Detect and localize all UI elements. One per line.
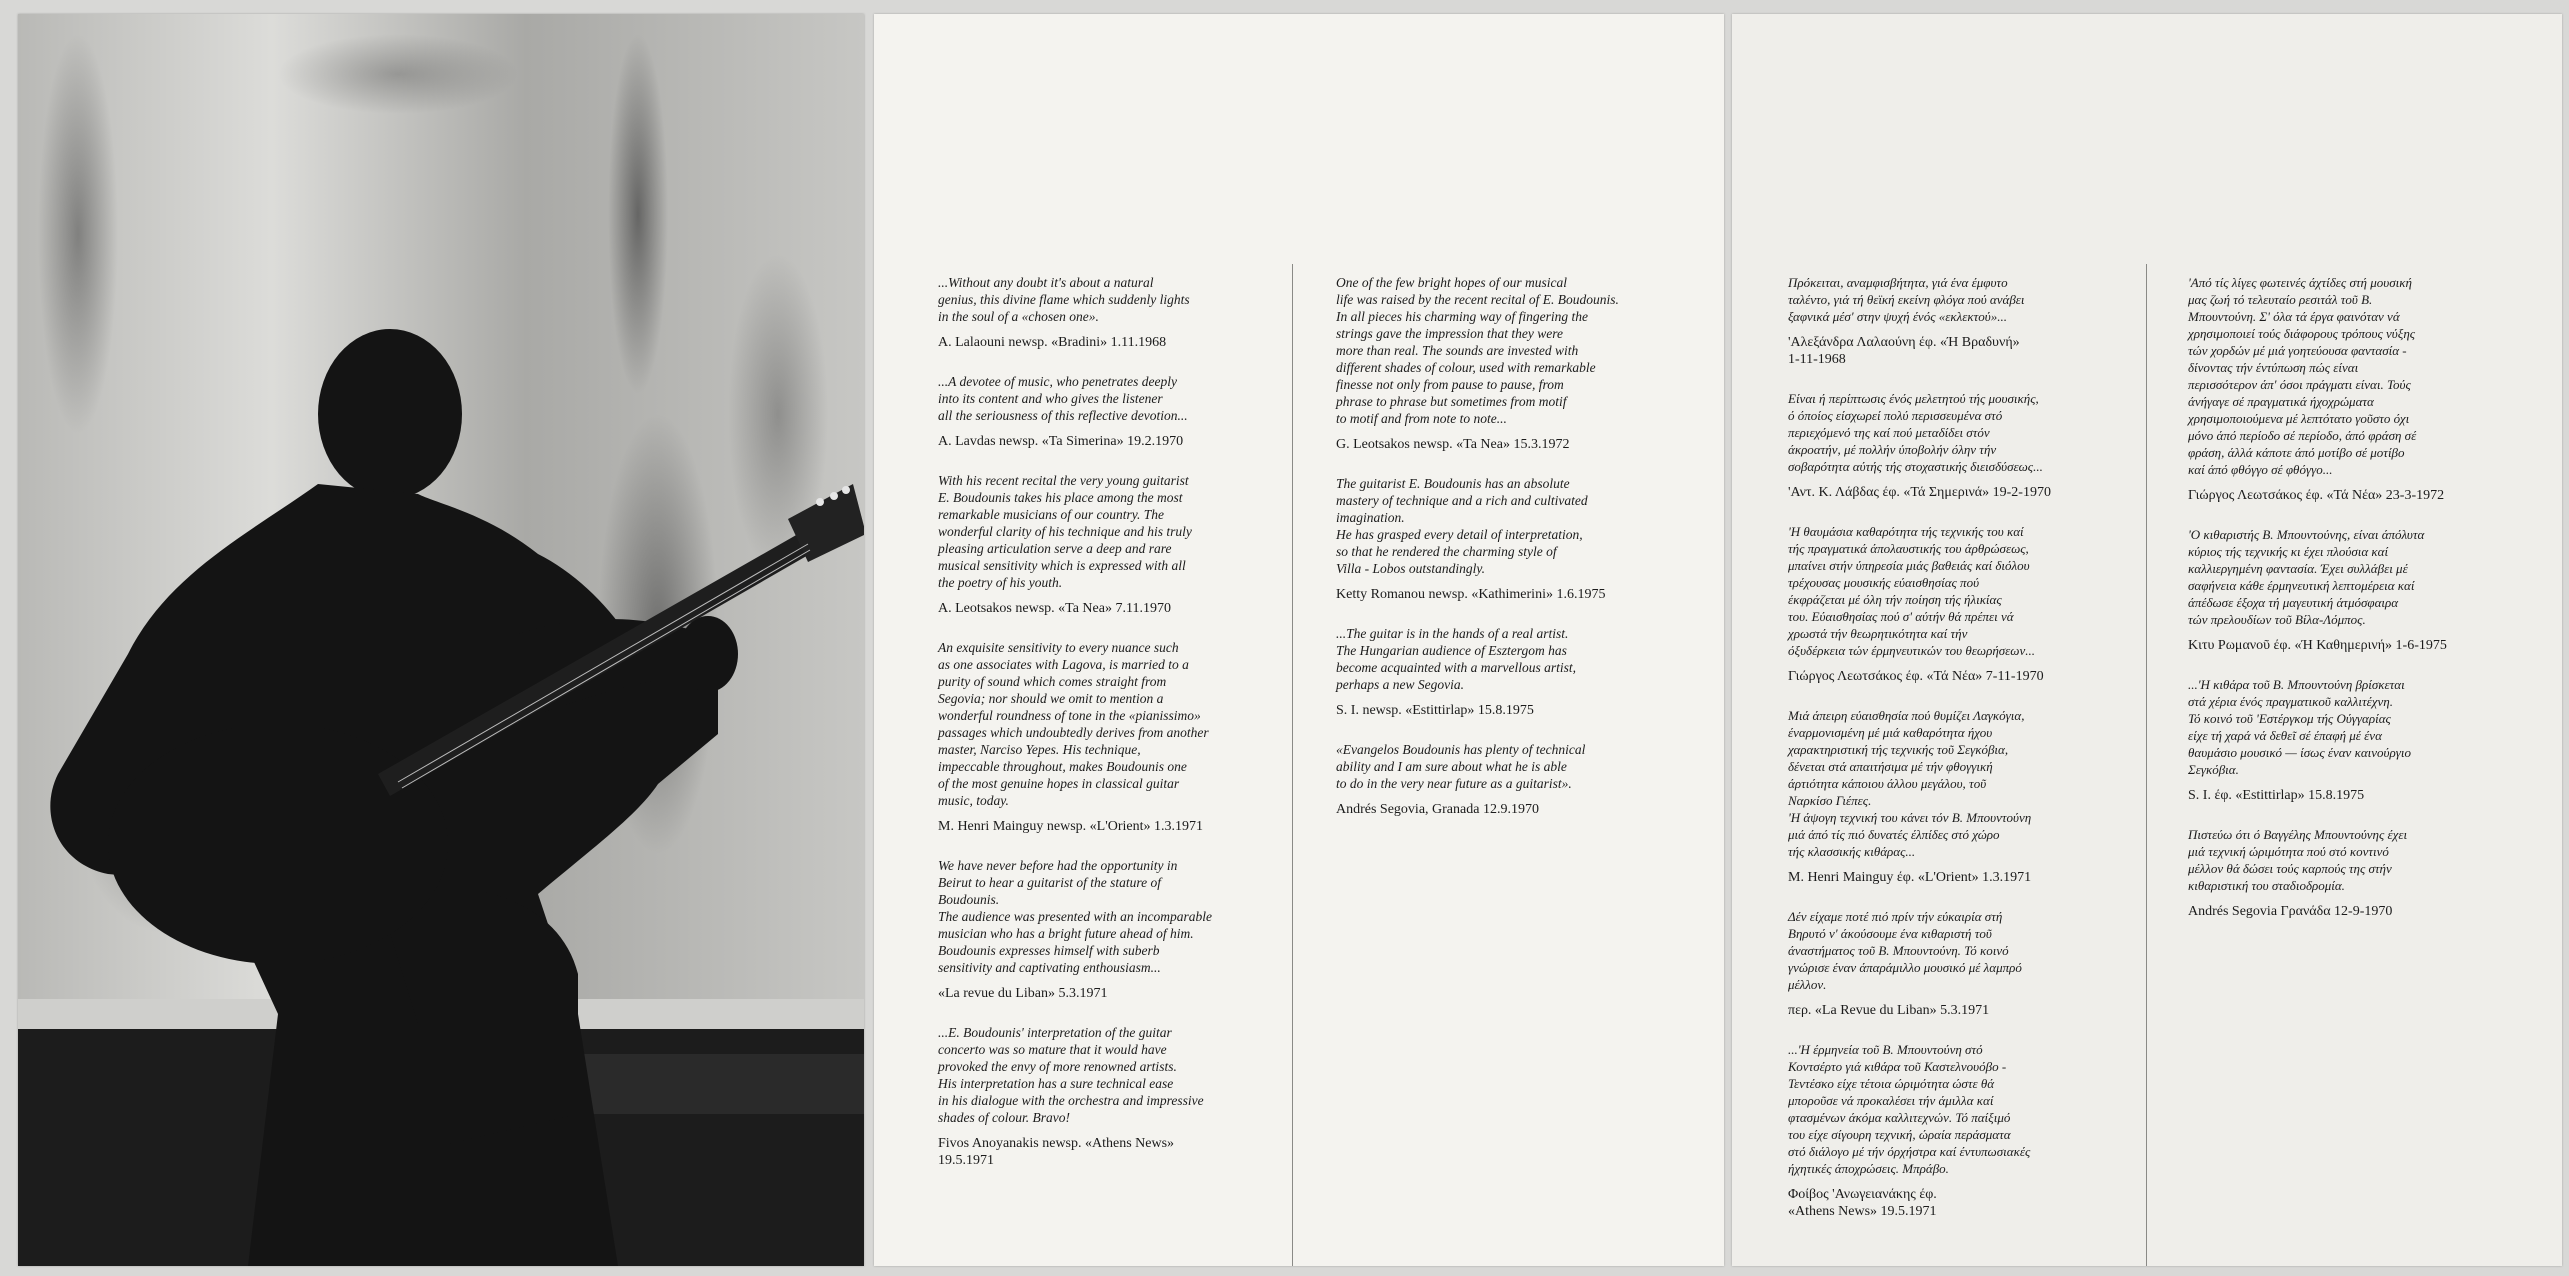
review-source: Φοίβος 'Ανωγειανάκης έφ. «Athens News» 19.5.1971 xyxy=(1788,1187,1937,1219)
english-reviews-panel xyxy=(874,14,1724,1266)
guitarist-silhouette-icon xyxy=(18,14,864,1266)
english-right-column xyxy=(1336,274,1676,840)
review-source: A. Lavdas newsp. «Ta Simerina» 19.2.1970 xyxy=(938,434,1184,449)
review-source: Γιώργος Λεωτσάκος έφ. «Τά Νέα» 7-11-1970 xyxy=(1788,669,2044,684)
review-quote: The guitarist E. Boudounis has an absolute mastery of technique and a rich and cultivated imagination. He has grasped every detail of interpretation, so that he rendered the charming style of Villa - Lobos outstandingly. xyxy=(1336,476,1588,576)
review-quote: We have never before had the opportunity in Beirut to hear a guitarist of the stature of Boudounis. The audience was presented with an incomparable musician who has a bright future ahead of him. Boudounis expresses himself with suberb sensitivity and captivating enthousiasm... xyxy=(938,858,1212,975)
review-quote: «Evangelos Boudounis has plenty of technical ability and I am sure about what he is able to do in the very near future as a guitarist». xyxy=(1336,742,1586,791)
review-source: Andrés Segovia Γρανάδα 12-9-1970 xyxy=(2188,904,2393,919)
review-source: M. Henri Mainguy newsp. «L'Orient» 1.3.1971 xyxy=(938,819,1203,834)
review-source: A. Leotsakos newsp. «Ta Nea» 7.11.1970 xyxy=(938,601,1171,616)
review-source: 'Αντ. Κ. Λάβδας έφ. «Τά Σημερινά» 19-2-1970 xyxy=(1788,485,2051,500)
review-source: Γιώργος Λεωτσάκος έφ. «Τά Νέα» 23-3-1972 xyxy=(2188,488,2445,503)
review-source: «La revue du Liban» 5.3.1971 xyxy=(938,986,1108,1001)
review-quote: ...Without any doubt it's about a natural genius, this divine flame which suddenly lights in the soul of a «chosen one». xyxy=(938,275,1190,324)
review-quote: 'Από τίς λίγες φωτεινές άχτίδες στή μουσική μας ζωή τό τελευταίο ρεσιτάλ τοῦ Β. Μπουντούνη. Σ' όλα τά έργα φαινόταν νά χρησιμοποιεί τούς διάφορους τρόπους νύξης τών χορδών μέ μιά γοητεύουσα φαντασία - δίνοντας τήν έντύπωση πώς είναι περισσότερον άπ' όσοι πράγματι είναι. Τούς άνήγαγε σέ πραγματικά ήχοχρώματα χρησιμοποιούμενα μέ λεπτότατο γοῦστο όχι μόνο άπό περίοδο σέ περίοδο, άπό φράση σέ φράση, άλλά κάποτε άπό μοτίβο σέ μοτίβο καί άπό φθόγγο σέ φθόγγο... xyxy=(2188,275,2417,477)
review-source: Κιτυ Ρωμανοῦ έφ. «Ή Καθημερινή» 1-6-1975 xyxy=(2188,638,2447,653)
review-quote: 'Ο κιθαριστής Β. Μπουντούνης, είναι άπόλυτα κύριος τής τεχνικής κι έχει πλούσια καί καλλιεργημένη φαντασία. Έχει συλλάβει μέ σαφήνεια κάθε έρμηνευτική λεπτομέρεια καί άπέδωσε έξοχα τή μαγευτική άτμόσφαιρα τών πρελουδίων τοῦ Βίλα-Λόμπος. xyxy=(2188,527,2425,627)
review-source: Fivos Anoyanakis newsp. «Athens News» 19.5.1971 xyxy=(938,1136,1175,1168)
review-source: M. Henri Mainguy έφ. «L'Orient» 1.3.1971 xyxy=(1788,870,2032,885)
greek-reviews-panel xyxy=(1732,14,2562,1266)
review-quote: Πιστεύω ότι ό Βαγγέλης Μπουντούνης έχει μιά τεχνική ώριμότητα πού στό κοντινό μέλλον θά δώσει τούς καρπούς της στήν κιθαριστική του σταδιοδρομία. xyxy=(2188,827,2408,893)
review-quote: ...A devotee of music, who penetrates deeply into its content and who gives the listener all the seriousness of this reflective devotion... xyxy=(938,374,1188,423)
column-divider xyxy=(2146,264,2147,1266)
review-quote: An exquisite sensitivity to every nuance such as one associates with Lagova, is married to a purity of sound which comes straight from Segovia; nor should we omit to mention a wonderful roundness of tone in the «pianissimo» passages which undoubtedly derives from another master, Narciso Yepes. His technique, impeccable throughout, makes Boudounis one of the most genuine hopes in classical guitar music, today. xyxy=(938,640,1209,808)
review-quote: Είναι ή περίπτωσις ένός μελετητού τής μουσικής, ό όποίος είσχωρεί πολύ περισσευμένα στό περιεχόμενό της καί πού μεταδίδει στόν άκροατήν, μέ πολλήν ύποβολήν όλην τήν σοβαρότητα αύτής τής στοχαστικής διεισδύσεως... xyxy=(1788,391,2043,474)
review-quote: ...'Η έρμηνεία τοῦ Β. Μπουντούνη στό Κοντσέρτο γιά κιθάρα τοῦ Καστελνουόβο - Τεντέσκο είχε τέτοια ώριμότητα ώστε θά μποροῦσε νά προκαλέσει τήν άμιλλα καί φτασμένων άκόμα καλλιτεχνών. Τό παίξιμό του είχε σίγουρη τεχνική, ώραία περάσματα στό διάλογο μέ τήν όρχήστρα καί έντυπωσιακές ήχητικές άποχρώσεις. Μπράβο. xyxy=(1788,1042,2031,1176)
review-source: A. Lalaouni newsp. «Bradini» 1.11.1968 xyxy=(938,335,1167,350)
review-source: Ketty Romanou newsp. «Kathimerini» 1.6.1975 xyxy=(1336,587,1606,602)
review-quote: ...The guitar is in the hands of a real artist. The Hungarian audience of Esztergom has become acquainted with a marvellous artist, perhaps a new Segovia. xyxy=(1336,626,1576,692)
review-quote: Δέν είχαμε ποτέ πιό πρίν τήν εύκαιρία στή Βηρυτό ν' άκούσουμε ένα κιθαριστή τοῦ άναστήματος τοῦ Β. Μπουντούνη. Τό κοινό γνώρισε έναν άπαράμιλλο μουσικό μέ λαμπρό μέλλον. xyxy=(1788,909,2022,992)
review-quote: With his recent recital the very young guitarist E. Boudounis takes his place among the most remarkable musicians of our country. The wonderful clarity of his technique and his truly pleasing articulation serve a deep and rare musical sensitivity which is expressed with all the poetry of his youth. xyxy=(938,473,1192,590)
review-quote: Πρόκειται, αναμφισβήτητα, γιά ένα έμφυτο ταλέντο, γιά τή θεϊκή εκείνη φλόγα πού ανάβει ξαφνικά μέσ' στην ψυχή ένός «εκλεκτού»... xyxy=(1788,275,2025,324)
review-quote: One of the few bright hopes of our musical life was raised by the recent recital of E. Boudounis. In all pieces his charming way of fingering the strings gave the impression that they were more than real. The sounds are invested with different shades of colour, used with remarkable finesse not only from pause to pause, from phrase to phrase but sometimes from motif to motif and from note to note... xyxy=(1336,275,1619,426)
review-source: Andrés Segovia, Granada 12.9.1970 xyxy=(1336,802,1539,817)
greek-left-column xyxy=(1788,274,2128,1242)
review-quote: Μιά άπειρη εύαισθησία πού θυμίζει Λαγκόγια, έναρμονισμένη μέ μιά καθαρότητα ήχου χαρακτηριστική τής τεχνικής τοῦ Σεγκόβια, δένεται στά απαιτήσιμα μέ τήν φθογγική άρτιότητα κάποιου άλλου μεγάλου, τοῦ Ναρκίσο Γιέπες. 'Η άψογη τεχνική του κάνει τόν Β. Μπουντούνη μιά άπό τίς πιό δυνατές έλπίδες στό χώρο τής κλασσικής κιθάρας... xyxy=(1788,708,2032,859)
review-quote: ...'Η κιθάρα τοῦ Β. Μπουντούνη βρίσκεται στά χέρια ένός πραγματικοῦ καλλιτέχνη. Τό κοινό τοῦ 'Εστέργκομ τής Ούγγαρίας είχε τή χαρά νά δεθεῖ σέ έπαφή μέ ένα θαυμάσιο μουσικό — ίσως έναν καινούργιο Σεγκόβια. xyxy=(2188,677,2411,777)
column-divider xyxy=(1292,264,1293,1266)
review-source: περ. «La Revue du Liban» 5.3.1971 xyxy=(1788,1003,1990,1018)
english-left-column xyxy=(938,274,1268,1191)
review-source: G. Leotsakos newsp. «Ta Nea» 15.3.1972 xyxy=(1336,437,1570,452)
review-source: 'Αλεξάνδρα Λαλαούνη έφ. «Ή Βραδυνή» 1-11-1968 xyxy=(1788,335,2020,367)
review-source: S. I. newsp. «Estittirlap» 15.8.1975 xyxy=(1336,703,1534,718)
review-quote: ...E. Boudounis' interpretation of the guitar concerto was so mature that it would have provoked the envy of more renowned artists. His interpretation has a sure technical ease in his dialogue with the orchestra and impressive shades of colour. Bravo! xyxy=(938,1025,1204,1125)
greek-right-column xyxy=(2188,274,2533,942)
review-quote: 'Η θαυμάσια καθαρότητα τής τεχνικής του καί τής πραγματικά άπολαυστικής του άρθρώσεως, μπαίνει στήν ύπηρεσία μιάς βαθειάς καί διόλου τρέχουσας μουσικής εύαισθησίας πού έκφράζεται μέ όλη τήν ποίηση τής ήλικίας του. Εύαισθησίας πού σ' αύτήν θά πρέπει νά χρωστά τήν θεωρητικότητα καί τήν όξυδέρκεια τών έρμηνευτικών του θεωρήσεων... xyxy=(1788,524,2035,658)
review-source: S. I. έφ. «Estittirlap» 15.8.1975 xyxy=(2188,788,2365,803)
guitarist-photo xyxy=(18,14,864,1266)
